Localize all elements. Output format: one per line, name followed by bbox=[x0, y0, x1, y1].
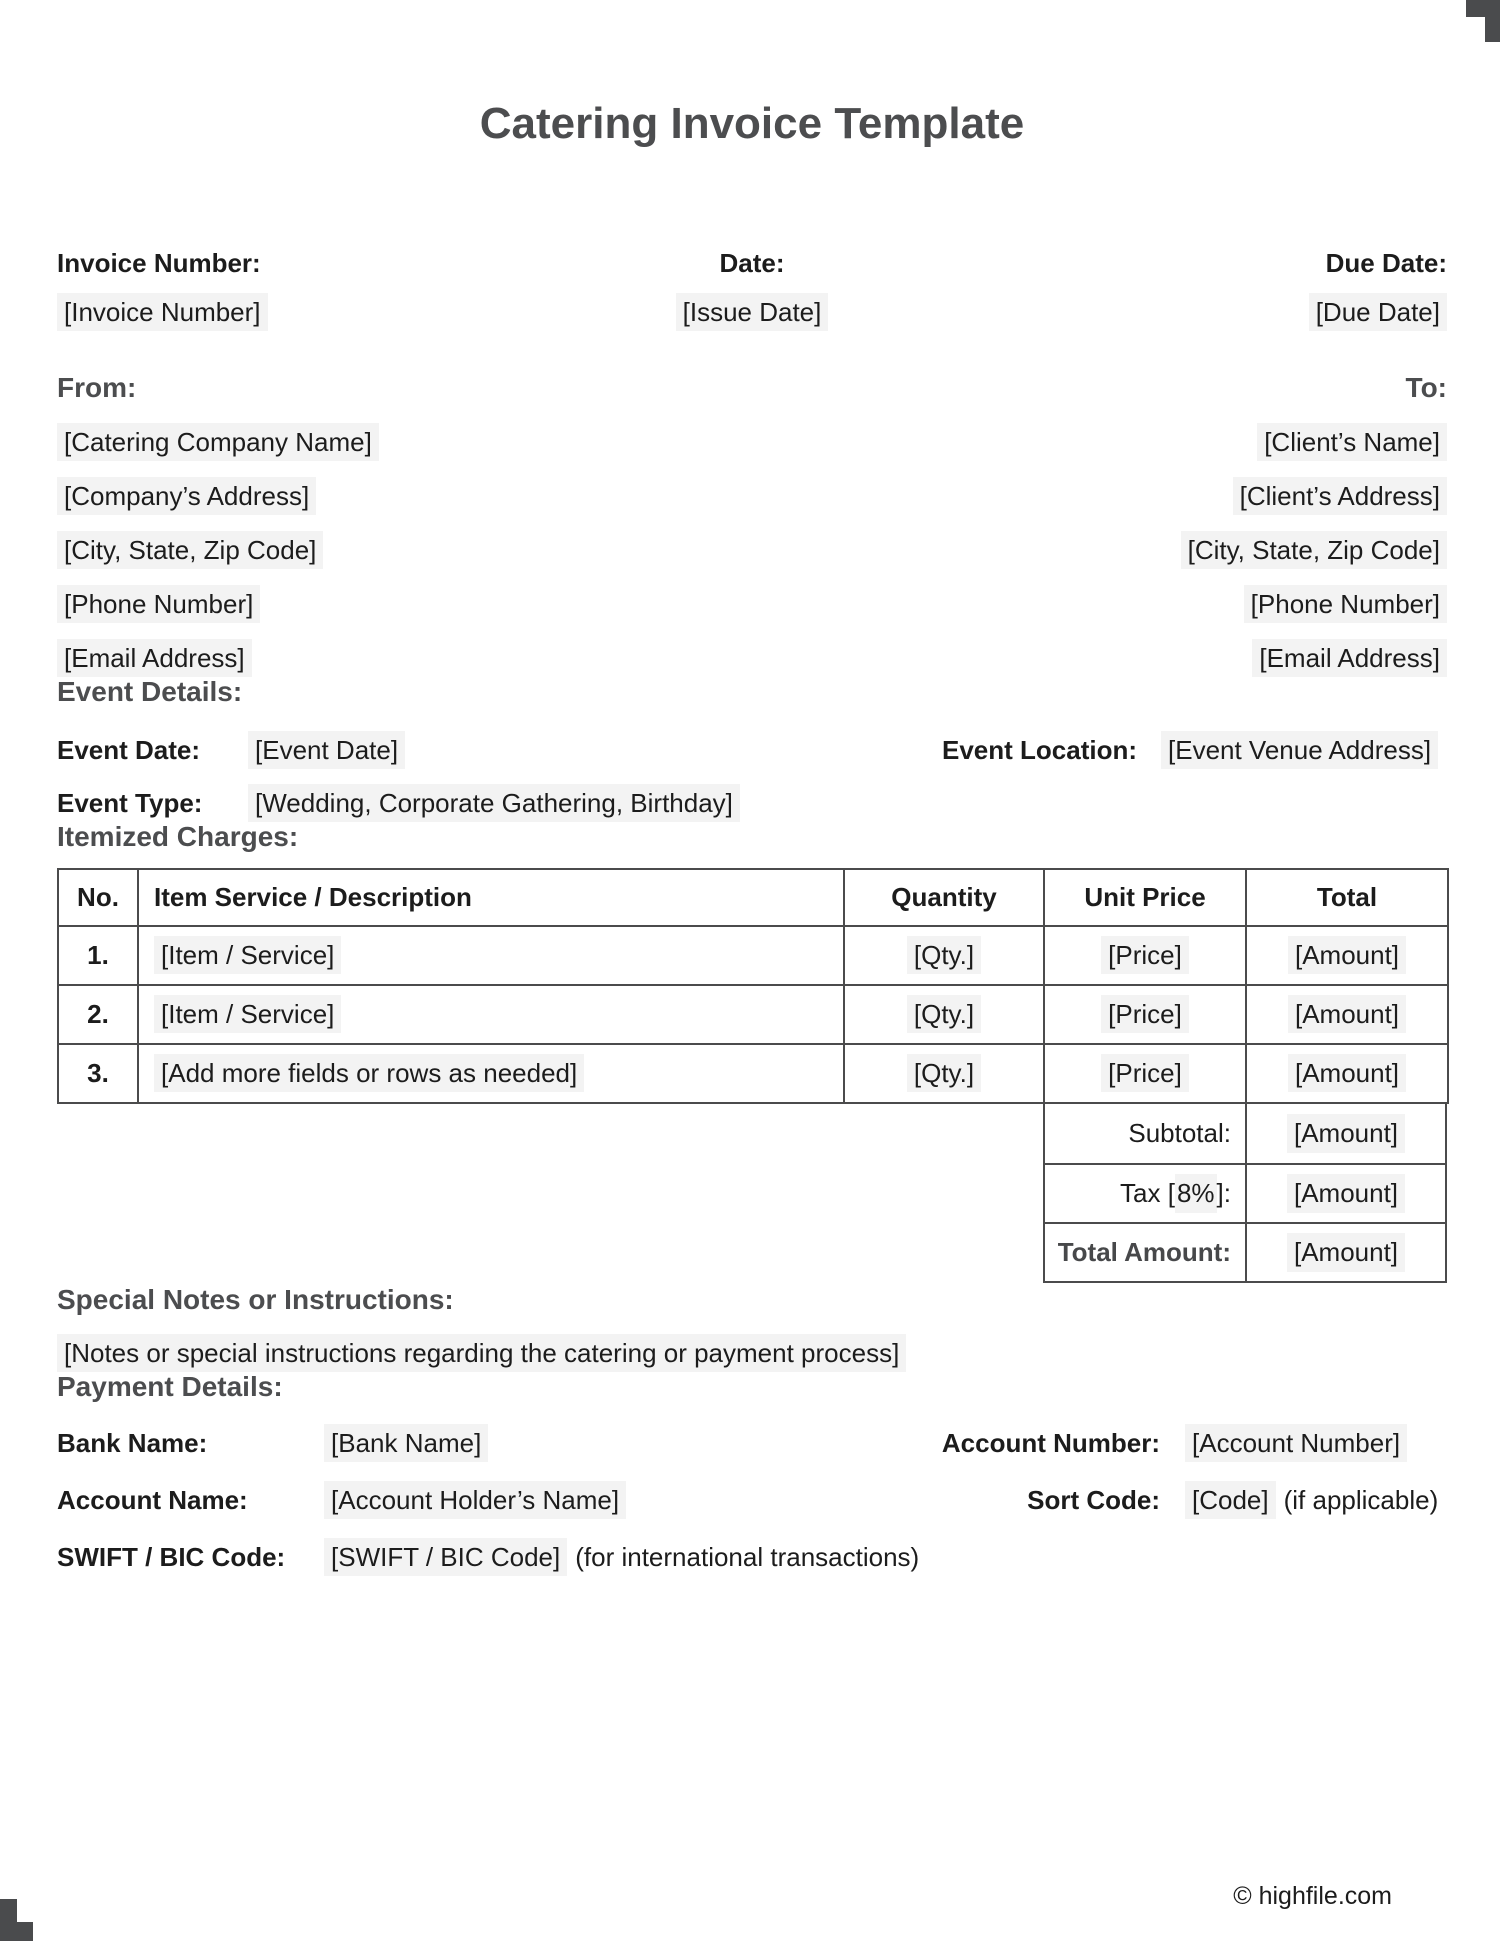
total-amount-label: Total Amount: bbox=[1045, 1224, 1247, 1281]
to-heading: To: bbox=[1405, 372, 1447, 403]
company-address-field[interactable]: [Company’s Address] bbox=[57, 477, 316, 515]
company-name-field[interactable]: [Catering Company Name] bbox=[57, 423, 379, 461]
line-total-field[interactable]: [Amount] bbox=[1288, 1054, 1406, 1092]
from-heading: From: bbox=[57, 372, 137, 403]
event-row bbox=[57, 733, 1447, 767]
item-description-field[interactable]: [Add more fields or rows as needed] bbox=[154, 1054, 584, 1092]
account-name-field[interactable]: [Account Holder’s Name] bbox=[324, 1481, 626, 1519]
company-city-state-zip-field[interactable]: [City, State, Zip Code] bbox=[57, 531, 323, 569]
row-number: 1. bbox=[58, 926, 138, 985]
special-notes-field[interactable]: [Notes or special instructions regarding the catering or payment process] bbox=[57, 1334, 906, 1372]
sort-code-label: Sort Code: bbox=[1027, 1485, 1160, 1515]
sort-code-field[interactable]: [Code] bbox=[1185, 1481, 1276, 1519]
charges-row bbox=[58, 926, 1448, 985]
subtotal-amount-field[interactable]: [Amount] bbox=[1287, 1114, 1405, 1153]
client-address-field[interactable]: [Client’s Address] bbox=[1233, 477, 1447, 515]
tax-rate-field[interactable]: 8% bbox=[1175, 1174, 1217, 1213]
special-notes-heading: Special Notes or Instructions: bbox=[57, 1284, 454, 1315]
parties-section bbox=[57, 371, 1447, 675]
payment-row bbox=[57, 1540, 1447, 1574]
unit-price-field[interactable]: [Price] bbox=[1101, 936, 1189, 974]
invoice-meta-labels bbox=[57, 248, 1447, 278]
invoice-number-field[interactable]: [Invoice Number] bbox=[57, 293, 268, 331]
payment-row bbox=[57, 1483, 1447, 1517]
itemized-charges-heading: Itemized Charges: bbox=[57, 821, 299, 852]
item-description-field[interactable]: [Item / Service] bbox=[154, 995, 341, 1033]
client-city-state-zip-field[interactable]: [City, State, Zip Code] bbox=[1181, 531, 1447, 569]
event-location-field[interactable]: [Event Venue Address] bbox=[1161, 731, 1438, 769]
due-date-field[interactable]: [Due Date] bbox=[1309, 293, 1447, 331]
quantity-field[interactable]: [Qty.] bbox=[907, 995, 981, 1033]
swift-bic-suffix: (for international transactions) bbox=[575, 1542, 920, 1572]
column-header-unit-price: Unit Price bbox=[1044, 869, 1246, 926]
unit-price-field[interactable]: [Price] bbox=[1101, 995, 1189, 1033]
company-phone-field[interactable]: [Phone Number] bbox=[57, 585, 260, 623]
charges-row bbox=[58, 985, 1448, 1044]
column-header-total: Total bbox=[1246, 869, 1448, 926]
column-header-description: Item Service / Description bbox=[138, 869, 844, 926]
item-description-field[interactable]: [Item / Service] bbox=[154, 936, 341, 974]
invoice-number-label: Invoice Number: bbox=[57, 248, 261, 278]
bank-name-label: Bank Name: bbox=[57, 1428, 208, 1458]
invoice-meta-values bbox=[57, 299, 1447, 325]
total-amount-row bbox=[1045, 1222, 1445, 1281]
date-label: Date: bbox=[719, 248, 785, 278]
swift-bic-label: SWIFT / BIC Code: bbox=[57, 1542, 286, 1572]
to-block bbox=[752, 371, 1447, 675]
event-details-heading: Event Details: bbox=[57, 676, 243, 707]
row-number: 2. bbox=[58, 985, 138, 1044]
charges-table bbox=[57, 868, 1449, 1104]
column-header-quantity: Quantity bbox=[844, 869, 1044, 926]
issue-date-field[interactable]: [Issue Date] bbox=[676, 293, 829, 331]
total-amount-field[interactable]: [Amount] bbox=[1287, 1233, 1405, 1272]
payment-details-heading: Payment Details: bbox=[57, 1371, 283, 1402]
sort-code-suffix: (if applicable) bbox=[1283, 1485, 1439, 1515]
from-block bbox=[57, 371, 752, 675]
event-type-field[interactable]: [Wedding, Corporate Gathering, Birthday] bbox=[248, 784, 740, 822]
event-date-field[interactable]: [Event Date] bbox=[248, 731, 405, 769]
payment-row bbox=[57, 1426, 1447, 1460]
charges-header-row bbox=[58, 869, 1448, 926]
account-number-label: Account Number: bbox=[941, 1428, 1160, 1458]
tax-row bbox=[1045, 1163, 1445, 1222]
client-name-field[interactable]: [Client’s Name] bbox=[1257, 423, 1447, 461]
footer-copyright: © highfile.com bbox=[1233, 1882, 1392, 1910]
event-location-label: Event Location: bbox=[941, 735, 1137, 765]
corner-mark-top-right bbox=[1485, 0, 1500, 42]
company-email-field[interactable]: [Email Address] bbox=[57, 639, 252, 677]
line-total-field[interactable]: [Amount] bbox=[1288, 995, 1406, 1033]
charges-row bbox=[58, 1044, 1448, 1103]
client-email-field[interactable]: [Email Address] bbox=[1252, 639, 1447, 677]
subtotal-label: Subtotal: bbox=[1045, 1104, 1247, 1163]
page-title: Catering Invoice Template bbox=[479, 99, 1025, 148]
account-number-field[interactable]: [Account Number] bbox=[1185, 1424, 1407, 1462]
event-row bbox=[57, 786, 1447, 820]
charges-summary bbox=[1043, 1104, 1447, 1283]
corner-mark-bottom-left bbox=[0, 1922, 33, 1941]
column-header-no: No. bbox=[58, 869, 138, 926]
bank-name-field[interactable]: [Bank Name] bbox=[324, 1424, 488, 1462]
quantity-field[interactable]: [Qty.] bbox=[907, 1054, 981, 1092]
subtotal-row bbox=[1045, 1104, 1445, 1163]
quantity-field[interactable]: [Qty.] bbox=[907, 936, 981, 974]
event-date-label: Event Date: bbox=[57, 735, 201, 765]
client-phone-field[interactable]: [Phone Number] bbox=[1244, 585, 1447, 623]
line-total-field[interactable]: [Amount] bbox=[1288, 936, 1406, 974]
account-name-label: Account Name: bbox=[57, 1485, 248, 1515]
tax-label: Tax [ 8% ]: bbox=[1045, 1165, 1247, 1222]
unit-price-field[interactable]: [Price] bbox=[1101, 1054, 1189, 1092]
tax-amount-field[interactable]: [Amount] bbox=[1287, 1174, 1405, 1213]
row-number: 3. bbox=[58, 1044, 138, 1103]
due-date-label: Due Date: bbox=[1325, 248, 1447, 278]
event-type-label: Event Type: bbox=[57, 788, 203, 818]
swift-bic-field[interactable]: [SWIFT / BIC Code] bbox=[324, 1538, 567, 1576]
